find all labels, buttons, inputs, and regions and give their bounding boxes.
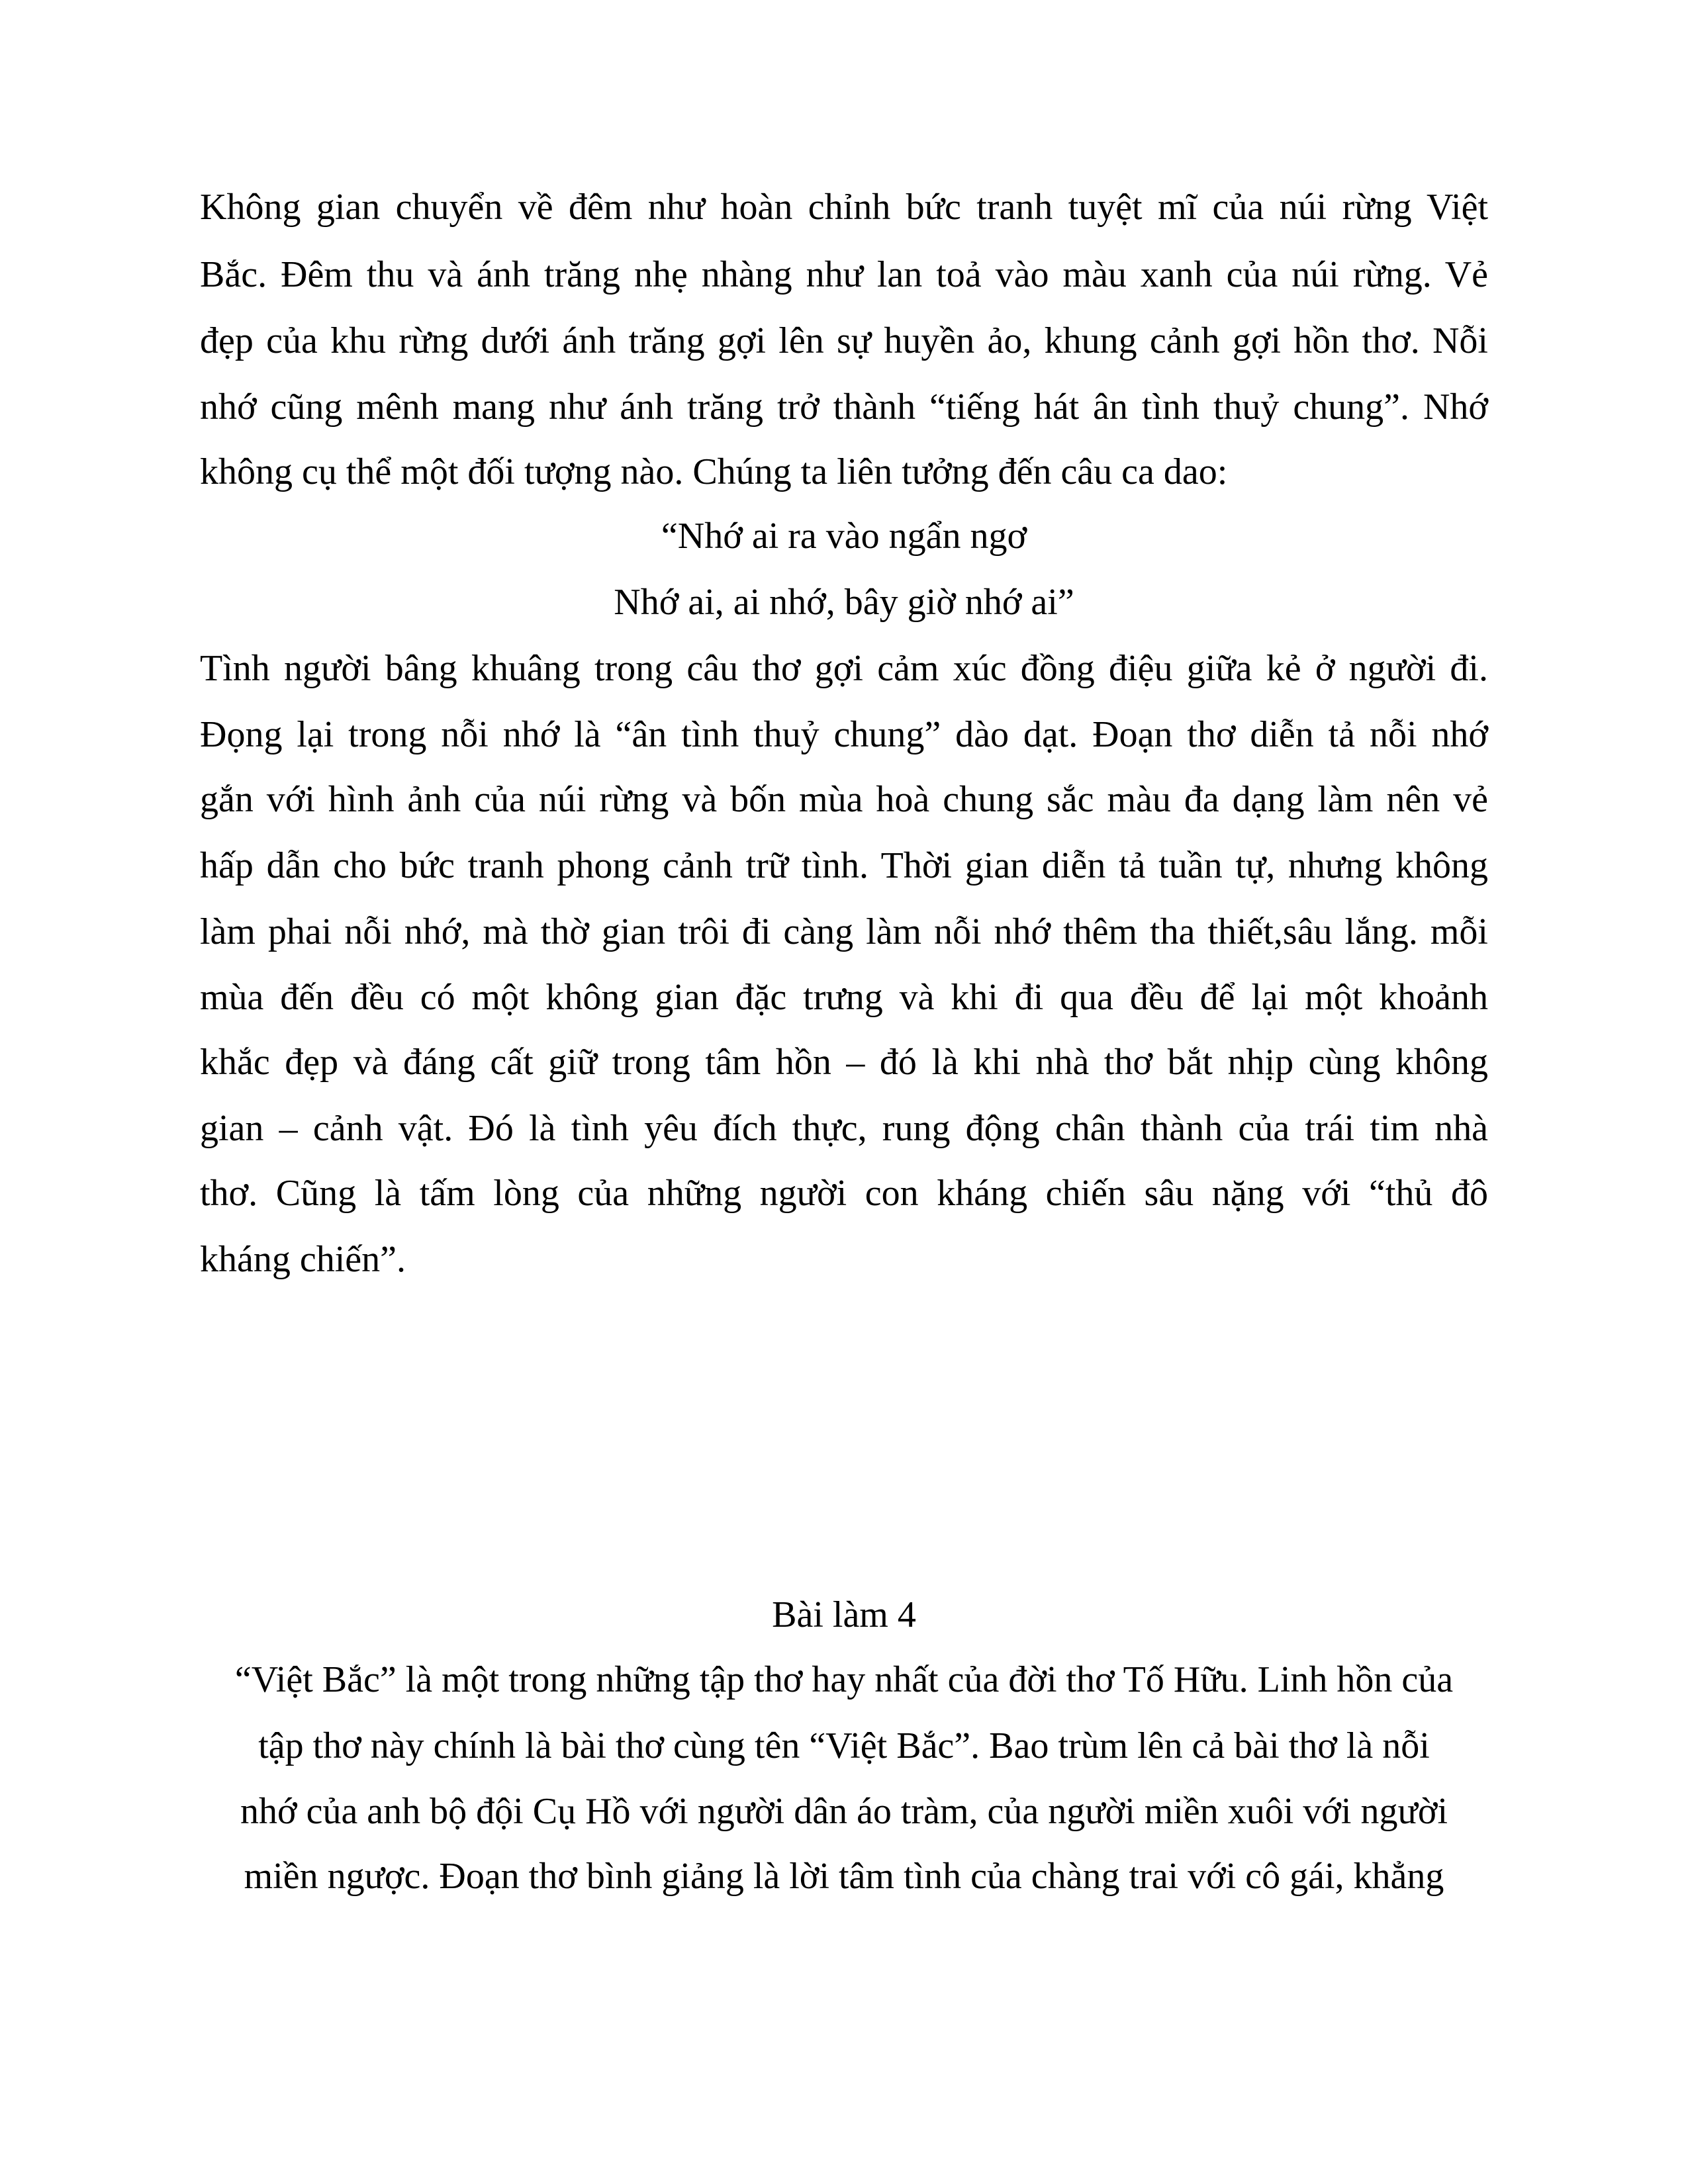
- paragraph-line: mùa đến đều có một không gian đặc trưng và khi đi qua đều để lại một khoảnh: [200, 977, 1488, 1018]
- paragraph-line: hấp dẫn cho bức tranh phong cảnh trữ tình. Thời gian diễn tả tuần tự, nhưng không: [200, 845, 1488, 886]
- paragraph-line: tập thơ này chính là bài thơ cùng tên “Việt Bắc”. Bao trùm lên cả bài thơ là nỗi: [258, 1725, 1430, 1766]
- paragraph-line: Đọng lại trong nỗi nhớ là “ân tình thuỷ chung” dào dạt. Đoạn thơ diễn tả nỗi nhớ: [200, 714, 1488, 755]
- paragraph-line: Bắc. Đêm thu và ánh trăng nhẹ nhàng như lan toả vào màu xanh của núi rừng. Vẻ: [200, 254, 1488, 295]
- paragraph-line: làm phai nỗi nhớ, mà thờ gian trôi đi càng làm nỗi nhớ thêm tha thiết,sâu lắng. mỗi: [200, 911, 1488, 952]
- paragraph-line: miền ngược. Đoạn thơ bình giảng là lời tâm tình của chàng trai với cô gái, khẳng: [244, 1856, 1444, 1897]
- paragraph-line: không cụ thể một đối tượng nào. Chúng ta liên tưởng đến câu ca dao:: [200, 451, 1228, 492]
- paragraph-line: nhớ của anh bộ đội Cụ Hồ với người dân áo tràm, của người miền xuôi với người: [240, 1791, 1448, 1832]
- paragraph-line: đẹp của khu rừng dưới ánh trăng gợi lên sự huyền ảo, khung cảnh gợi hồn thơ. Nỗi: [200, 320, 1488, 361]
- paragraph-line: gắn với hình ảnh của núi rừng và bốn mùa hoà chung sắc màu đa dạng làm nên vẻ: [200, 779, 1488, 820]
- paragraph-line: nhớ cũng mênh mang như ánh trăng trở thành “tiếng hát ân tình thuỷ chung”. Nhớ: [200, 387, 1488, 428]
- section-heading: Bài làm 4: [772, 1594, 916, 1635]
- paragraph-line: “Việt Bắc” là một trong những tập thơ hay nhất của đời thơ Tố Hữu. Linh hồn của: [234, 1659, 1454, 1700]
- paragraph-line: kháng chiến”.: [200, 1239, 406, 1280]
- paragraph-line: gian – cảnh vật. Đó là tình yêu đích thực, rung động chân thành của trái tim nhà: [200, 1108, 1488, 1149]
- verse-line: Nhớ ai, ai nhớ, bây giờ nhớ ai”: [614, 582, 1074, 623]
- paragraph-line: Tình người bâng khuâng trong câu thơ gợi cảm xúc đồng điệu giữa kẻ ở người đi.: [200, 648, 1488, 689]
- verse-line: “Nhớ ai ra vào ngẩn ngơ: [661, 516, 1027, 557]
- paragraph-line: khắc đẹp và đáng cất giữ trong tâm hồn – đó là khi nhà thơ bắt nhịp cùng không: [200, 1042, 1488, 1083]
- paragraph-line: Không gian chuyển về đêm như hoàn chỉnh bức tranh tuyệt mĩ của núi rừng Việt: [200, 187, 1488, 228]
- paragraph-line: thơ. Cũng là tấm lòng của những người con kháng chiến sâu nặng với “thủ đô: [200, 1173, 1488, 1214]
